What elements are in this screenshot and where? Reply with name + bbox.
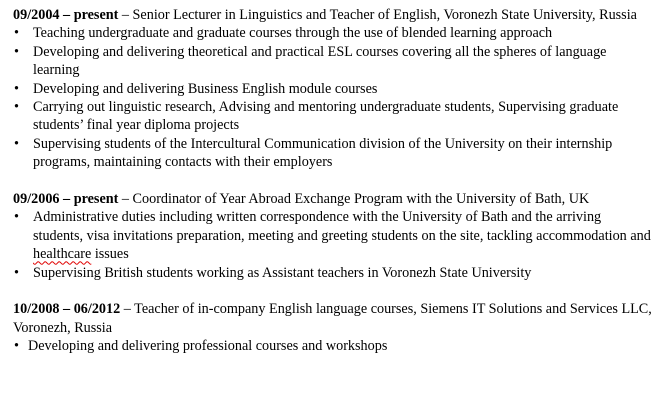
job-heading [13,300,653,337]
job-title: Senior Lecturer in Linguistics and Teacher of English, Voronezh State University, Russia [132,7,637,23]
list-item [13,264,653,282]
job-title: Coordinator of Year Abroad Exchange Program with the University of Bath, UK [132,191,590,208]
heading-separator: – [120,301,135,318]
bullet-icon: • [14,99,19,116]
bullet-icon: • [14,135,19,152]
list-item [13,337,648,355]
job-dates: 09/2006 – present [13,191,119,208]
spellcheck-flagged-word[interactable]: healthcare [33,246,92,263]
job-heading [13,190,653,208]
list-item [13,24,653,42]
heading-separator: – [118,7,133,23]
bullet-icon: • [14,338,19,355]
list-item-text [33,209,651,262]
list-item [13,98,653,135]
list-item [13,80,653,98]
list-item-text: Supervising British students working as Assistant teachers in Voronezh State University [33,264,532,281]
bullet-icon: • [14,43,19,60]
duties-list [13,24,664,171]
job-entry-siemens-teacher [13,300,664,355]
list-item [13,135,653,172]
job-entry-senior-lecturer [13,6,664,172]
list-item-text: Carrying out linguistic research, Advising and mentoring undergraduate students, Supervising graduate students’ final year diploma projects [33,99,619,134]
job-dates: 09/2004 – present [13,7,119,23]
list-item-text-part: issues [91,246,129,263]
job-entry-exchange-coordinator [13,190,664,282]
bullet-icon: • [14,209,19,226]
duties-list [13,337,664,355]
job-dates: 10/2008 – 06/2012 [13,301,121,318]
list-item-text: Developing and delivering Business English module courses [33,80,378,97]
duties-list [13,208,664,282]
list-item [13,208,653,263]
job-title: Teacher of in-company English language courses, Siemens IT Solutions and Services LLC, Voronezh, Russia [13,301,652,336]
bullet-icon: • [14,80,19,97]
list-item-text: Developing and delivering theoretical and practical ESL courses covering all the spheres of language learning [33,43,607,79]
list-item [13,43,653,80]
bullet-icon: • [14,264,19,281]
list-item-text-part: Administrative duties including written correspondence with the University of Bath and the arriving students, visa invitations preparation, meeting and greeting students on the site, tackling accommodation and [33,209,651,244]
list-item-text: Supervising students of the Intercultural Communication division of the University on their internship programs, maintaining contacts with their employers [33,135,613,171]
heading-separator: – [118,191,133,208]
list-item-text: Developing and delivering professional courses and workshops [28,338,388,355]
list-item-text: Teaching undergraduate and graduate courses through the use of blended learning approach [33,25,553,42]
job-heading [13,6,653,24]
bullet-icon: • [14,25,19,42]
